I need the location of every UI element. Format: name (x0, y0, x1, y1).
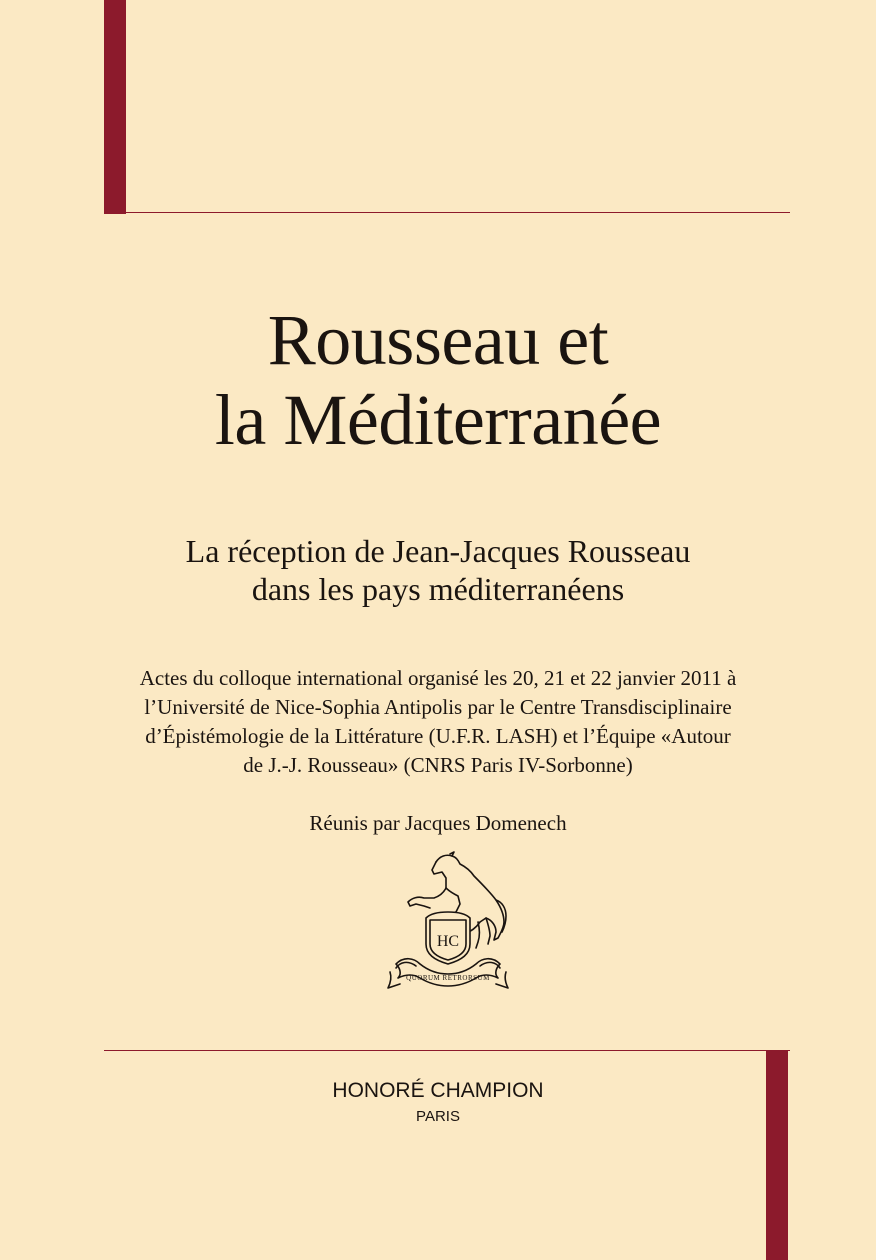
top-accent-bar (104, 0, 126, 214)
proceedings-line-2: l’Université de Nice-Sophia Antipolis par le Centre Transdisciplinaire (144, 695, 732, 719)
publisher-name: HONORÉ CHAMPION (332, 1079, 544, 1102)
book-subtitle (0, 532, 876, 608)
proceedings-description (0, 664, 876, 780)
title-line-1: Rousseau et (267, 300, 609, 380)
proceedings-line-3: d’Épistémologie de la Littérature (U.F.R. LASH) et l’Équipe «Autour (145, 724, 731, 748)
book-title (0, 300, 876, 460)
proceedings-line-1: Actes du colloque international organisé les 20, 21 et 22 janvier 2011 à (139, 666, 737, 690)
svg-text:HC: HC (436, 933, 460, 950)
top-rule (104, 212, 790, 213)
subtitle-line-1: La réception de Jean-Jacques Rousseau (185, 533, 691, 569)
bottom-rule (104, 1050, 790, 1051)
subtitle-line-2: dans les pays méditerranéens (251, 571, 625, 607)
svg-text:QUORUM RETRORSUM: QUORUM RETRORSUM (406, 974, 490, 982)
editor-credit: Réunis par Jacques Domenech (309, 811, 567, 835)
rearing-horse-emblem-icon (386, 848, 510, 996)
title-line-2: la Méditerranée (214, 380, 662, 460)
proceedings-line-4: de J.-J. Rousseau» (CNRS Paris IV-Sorbonne) (243, 753, 633, 777)
publisher-city: PARIS (416, 1108, 460, 1125)
